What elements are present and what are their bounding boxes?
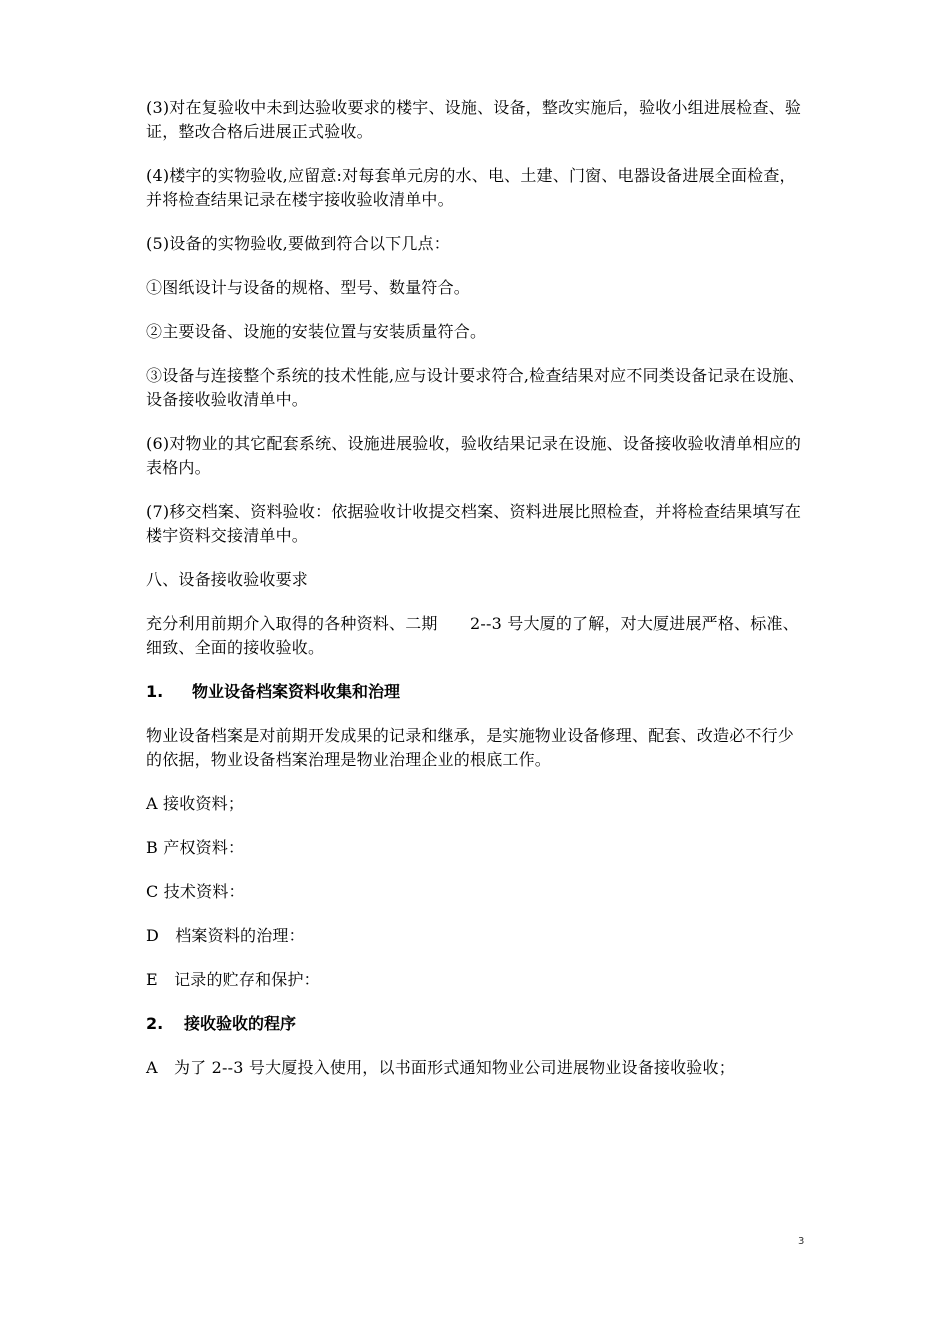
paragraph-building-inspection: (4)楼宇的实物验收,应留意:对每套单元房的水、电、土建、门窗、电器设备进展全面检查，并将检查结果记录在楼宇接收验收清单中。	[146, 166, 796, 209]
list-item-a: A 接收资料；	[146, 794, 245, 813]
heading-text: 接收验收的程序	[184, 1014, 297, 1033]
document-body	[146, 96, 810, 1080]
paragraph-procedure-a: A 为了 2--3 号大厦投入使用，以书面形式通知物业公司进展物业设备接收验收；	[146, 1058, 735, 1077]
section-title-eight: 八、设备接收验收要求	[146, 570, 309, 589]
paragraph-archive-handover: (7)移交档案、资料验收：依据验收计收提交档案、资料进展比照检查，并将检查结果填写在楼宇资料交接清单中。	[146, 502, 802, 545]
paragraph-supporting-systems: (6)对物业的其它配套系统、设施进展验收，验收结果记录在设施、设备接收验收清单相应的表格内。	[146, 434, 802, 477]
heading-number: 2.	[146, 1014, 164, 1033]
list-item-c: C 技术资料：	[146, 882, 245, 901]
paragraph-archive-description: 物业设备档案是对前期开发成果的记录和继承，是实施物业设备修理、配套、改造必不行少的依据，物业设备档案治理是物业治理企业的根底工作。	[146, 726, 795, 769]
paragraph-equipment-inspection: (5)设备的实物验收,要做到符合以下几点：	[146, 234, 450, 253]
heading-archive-management	[146, 680, 810, 704]
list-item-d: D 档案资料的治理：	[146, 926, 305, 945]
list-item-system-performance: ③设备与连接整个系统的技术性能,应与设计要求符合,检查结果对应不同类设备记录在设施、设备接收验收清单中。	[146, 366, 805, 409]
page-number: 3	[798, 1236, 805, 1247]
heading-text: 物业设备档案资料收集和治理	[192, 682, 401, 701]
heading-acceptance-procedure	[146, 1012, 810, 1036]
paragraph-reinspection: (3)对在复验收中未到达验收要求的楼宇、设施、设备，整改实施后，验收小组进展检查、验证，整改合格后进展正式验收。	[146, 98, 802, 141]
list-item-drawing-match: ①图纸设计与设备的规格、型号、数量符合。	[146, 278, 471, 297]
list-item-b: B 产权资料：	[146, 838, 245, 857]
list-item-installation-match: ②主要设备、设施的安装位置与安装质量符合。	[146, 322, 487, 341]
paragraph-intro: 充分利用前期介入取得的各种资料、二期 2--3 号大厦的了解，对大厦进展严格、标准、细致、全面的接收验收。	[146, 614, 799, 657]
heading-number: 1.	[146, 682, 164, 701]
list-item-e: E 记录的贮存和保护：	[146, 970, 320, 989]
